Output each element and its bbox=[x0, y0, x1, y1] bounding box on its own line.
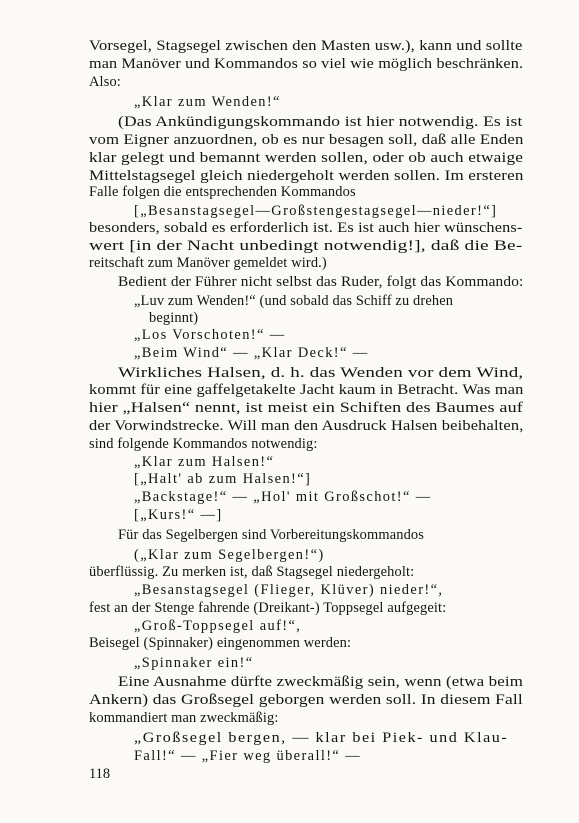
text-line: „Los Vorschoten!“ — bbox=[134, 327, 286, 344]
text-line: „Groß-Toppsegel auf!“, bbox=[134, 617, 302, 634]
text-line: vom Eigner anzuordnen, ob es nur besagen soll, daß alle Enden bbox=[89, 132, 524, 149]
text-line: kommandiert man zweckmäßig: bbox=[89, 709, 279, 726]
text-line: klar gelegt und bemannt werden sollen, oder ob auch etwaige bbox=[89, 149, 524, 166]
text-line: Wirkliches Halsen, d. h. das Wenden vor dem Wind, bbox=[118, 365, 524, 382]
text-line: fest an der Stenge fahrende (Dreikant-) Toppsegel aufgegeit: bbox=[89, 599, 447, 616]
text-line: Für das Segelbergen sind Vorbereitungskommandos bbox=[118, 527, 425, 543]
text-line: („Klar zum Segelbergen!“) bbox=[134, 546, 325, 563]
text-line: Ankern) das Großsegel geborgen werden soll. In diesem Fall bbox=[89, 692, 523, 709]
text-line: „Klar zum Wenden!“ bbox=[134, 93, 281, 110]
text-line: kommt für eine gaffelgetakelte Jacht kaum in Betracht. Was man bbox=[89, 382, 524, 399]
text-line: (Das Ankündigungskommando ist hier notwendig. Es ist bbox=[118, 114, 523, 131]
text-line: der Vorwindstrecke. Will man den Ausdruck Halsen beibehalten, bbox=[89, 417, 524, 434]
text-line: besonders, sobald es erforderlich ist. Es ist auch hier wünschens- bbox=[89, 219, 523, 236]
text-line: Fall!“ — „Fier weg überall!“ — bbox=[134, 748, 362, 764]
text-line: man Manöver und Kommandos so viel wie möglich beschränken. bbox=[89, 55, 524, 72]
text-line: Vorsegel, Stagsegel zwischen den Masten usw.), kann und sollte bbox=[89, 38, 523, 54]
text-line: „Beim Wind“ — „Klar Deck!“ — bbox=[134, 345, 369, 362]
text-line: „Klar zum Halsen!“ bbox=[134, 454, 275, 471]
text-line: „Großsegel bergen, — klar bei Piek- und Klau- bbox=[134, 730, 509, 747]
text-line: Mittelstagsegel gleich niedergeholt werden sollen. Im ersteren bbox=[89, 167, 524, 184]
text-line: „Luv zum Wenden!“ (und sobald das Schiff zu drehen bbox=[134, 292, 454, 309]
text-line: [„Besanstagsegel—Großstengestagsegel—nieder!“] bbox=[134, 203, 498, 220]
text-line: „Backstage!“ — „Hol' mit Großschot!“ — bbox=[134, 488, 432, 505]
text-line: hier „Halsen“ nennt, ist meist ein Schiften des Baumes auf bbox=[89, 400, 523, 417]
text-line: Beisegel (Spinnaker) eingenommen werden: bbox=[89, 635, 352, 652]
text-line: Falle folgen die entsprechenden Kommandos bbox=[89, 184, 356, 201]
text-line: [„Halt' ab zum Halsen!“] bbox=[134, 471, 312, 488]
text-line: „Besanstagsegel (Flieger, Klüver) nieder!“, bbox=[134, 582, 444, 599]
page-number: 118 bbox=[89, 766, 111, 782]
text-line: Eine Ausnahme dürfte zweckmäßig sein, wenn (etwa beim bbox=[118, 674, 524, 691]
text-line: Also: bbox=[89, 73, 121, 90]
text-line: Bedient der Führer nicht selbst das Ruder, folgt das Kommando: bbox=[118, 274, 524, 291]
text-line: sind folgende Kommandos notwendig: bbox=[89, 435, 318, 452]
text-line: [„Kurs!“ —] bbox=[134, 506, 223, 523]
text-line: reitschaft zum Manöver gemeldet wird.) bbox=[89, 255, 327, 272]
text-line: beginnt) bbox=[149, 309, 199, 326]
text-line: „Spinnaker ein!“ bbox=[134, 654, 254, 671]
text-line: wert [in der Nacht unbedingt notwendig!], daß die Be- bbox=[89, 237, 523, 254]
text-line: überflüssig. Zu merken ist, daß Stagsegel niedergeholt: bbox=[89, 564, 415, 581]
